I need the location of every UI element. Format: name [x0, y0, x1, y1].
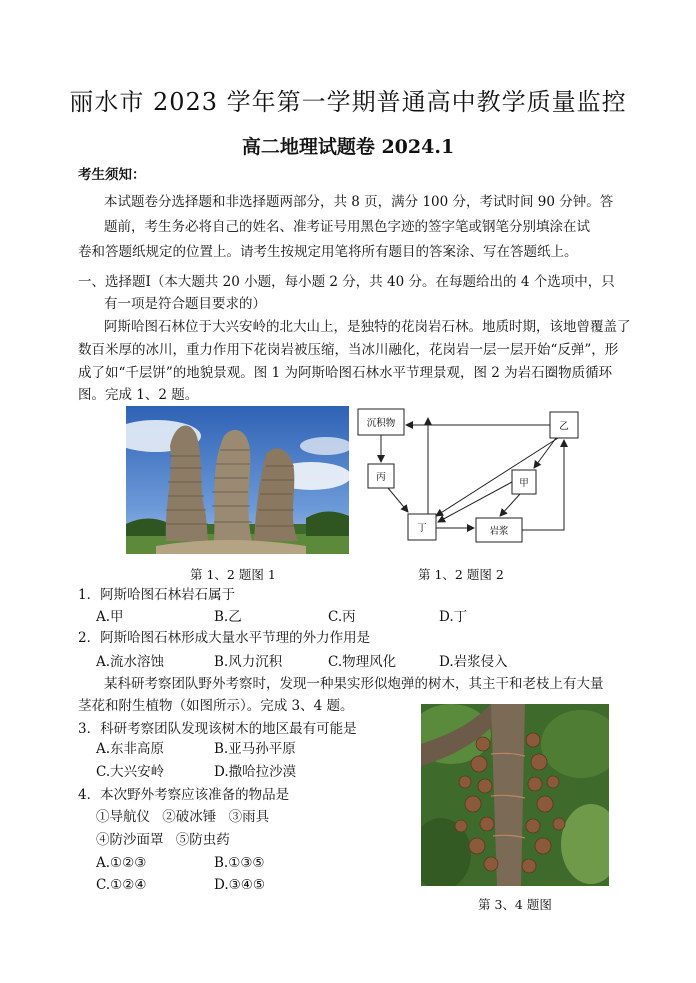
q1-stem: 1．阿斯哈图石林岩石属于	[78, 587, 236, 603]
q2-stem: 2．阿斯哈图石林形成大量水平节理的外力作用是	[78, 630, 371, 646]
label-yi: 乙	[559, 421, 569, 432]
label-jia: 甲	[519, 478, 529, 489]
q4-option-d[interactable]: D.③④⑤	[214, 877, 265, 893]
q1-option-c[interactable]: C.丙	[328, 609, 356, 625]
label-sediment: 沉积物	[366, 418, 396, 429]
q4-option-a[interactable]: A.①②③	[96, 855, 147, 871]
passage1-line-2: 数百米厚的冰川，重力作用下花岗岩被压缩，当冰川融化，花岗岩一层一层开始“反弹”，形	[78, 342, 619, 358]
q3-option-a[interactable]: A.东非高原	[96, 741, 165, 757]
figure2-caption: 第 1、2 题图 2	[418, 567, 504, 582]
passage1-line-1: 阿斯哈图石林位于大兴安岭的北大山上，是独特的花岗岩石林。地质时期，该地曾覆盖了	[104, 319, 631, 335]
rock-cycle-diagram	[352, 404, 584, 548]
notice-line-3: 卷和答题纸规定的位置上。请考生按规定用笔将所有题目的答案涂、写在答题纸上。	[78, 244, 578, 260]
q2-option-b[interactable]: B.风力沉积	[214, 654, 283, 670]
passage1-line-3: 成了如“千层饼”的地貌景观。图 1 为阿斯哈图石林水平节理景观，图 2 为岩石圈物质循环	[78, 365, 613, 381]
exam-title: 丽水市 2023 学年第一学期普通高中教学质量监控	[69, 88, 627, 116]
q2-option-a[interactable]: A.流水溶蚀	[96, 654, 165, 670]
label-magma: 岩浆	[489, 526, 509, 537]
q4-option-c[interactable]: C.①②④	[96, 877, 147, 893]
figure1-caption: 第 1、2 题图 1	[190, 567, 276, 582]
q1-option-a[interactable]: A.甲	[96, 609, 124, 625]
section-heading-cont: 有一项是符合题目要求的）	[104, 296, 266, 312]
notice-line-2: 题前，考生务必将自己的姓名、准考证号用黑色字迹的签字笔或钢笔分别填涂在试	[104, 219, 590, 235]
cannonball-tree-photo	[421, 704, 609, 886]
q1-option-d[interactable]: D.丁	[439, 609, 468, 625]
q4-option-b[interactable]: B.①③⑤	[214, 855, 265, 871]
q4-items-line-1: ①导航仪 ②破冰锤 ③雨具	[96, 809, 270, 825]
passage1-line-4: 图。完成 1、2 题。	[78, 387, 199, 403]
exam-subtitle: 高二地理试题卷 2024.1	[241, 136, 455, 158]
q4-items-line-2: ④防沙面罩 ⑤防虫药	[96, 832, 230, 848]
stone-forest-photo	[126, 406, 349, 554]
figure34-caption: 第 3、4 题图	[478, 897, 552, 912]
passage2-line-1: 某科研考察团队野外考察时，发现一种果实形似炮弹的树木，其主干和老枝上有大量	[104, 676, 604, 692]
passage2-line-2: 茎花和附生植物（如图所示）。完成 3、4 题。	[78, 698, 354, 714]
q2-option-d[interactable]: D.岩浆侵入	[439, 654, 508, 670]
q3-option-b[interactable]: B.亚马孙平原	[214, 741, 296, 757]
section-heading: 一、选择题Ⅰ（本大题共 20 小题，每小题 2 分，共 40 分。在每题给出的 4 个选项中，只	[78, 274, 615, 290]
q3-option-d[interactable]: D.撒哈拉沙漠	[214, 764, 297, 780]
q1-option-b[interactable]: B.乙	[214, 609, 242, 625]
notice-line-1: 本试题卷分选择题和非选择题两部分，共 8 页，满分 100 分，考试时间 90 分钟。答	[104, 194, 614, 210]
q3-option-c[interactable]: C.大兴安岭	[96, 764, 165, 780]
q4-stem: 4．本次野外考察应该准备的物品是	[78, 787, 290, 803]
q2-option-c[interactable]: C.物理风化	[328, 654, 397, 670]
label-ding: 丁	[417, 523, 427, 534]
label-bing: 丙	[376, 472, 386, 483]
notice-heading: 考生须知：	[78, 167, 146, 183]
q3-stem: 3．科研考察团队发现该树木的地区最有可能是	[78, 721, 357, 737]
